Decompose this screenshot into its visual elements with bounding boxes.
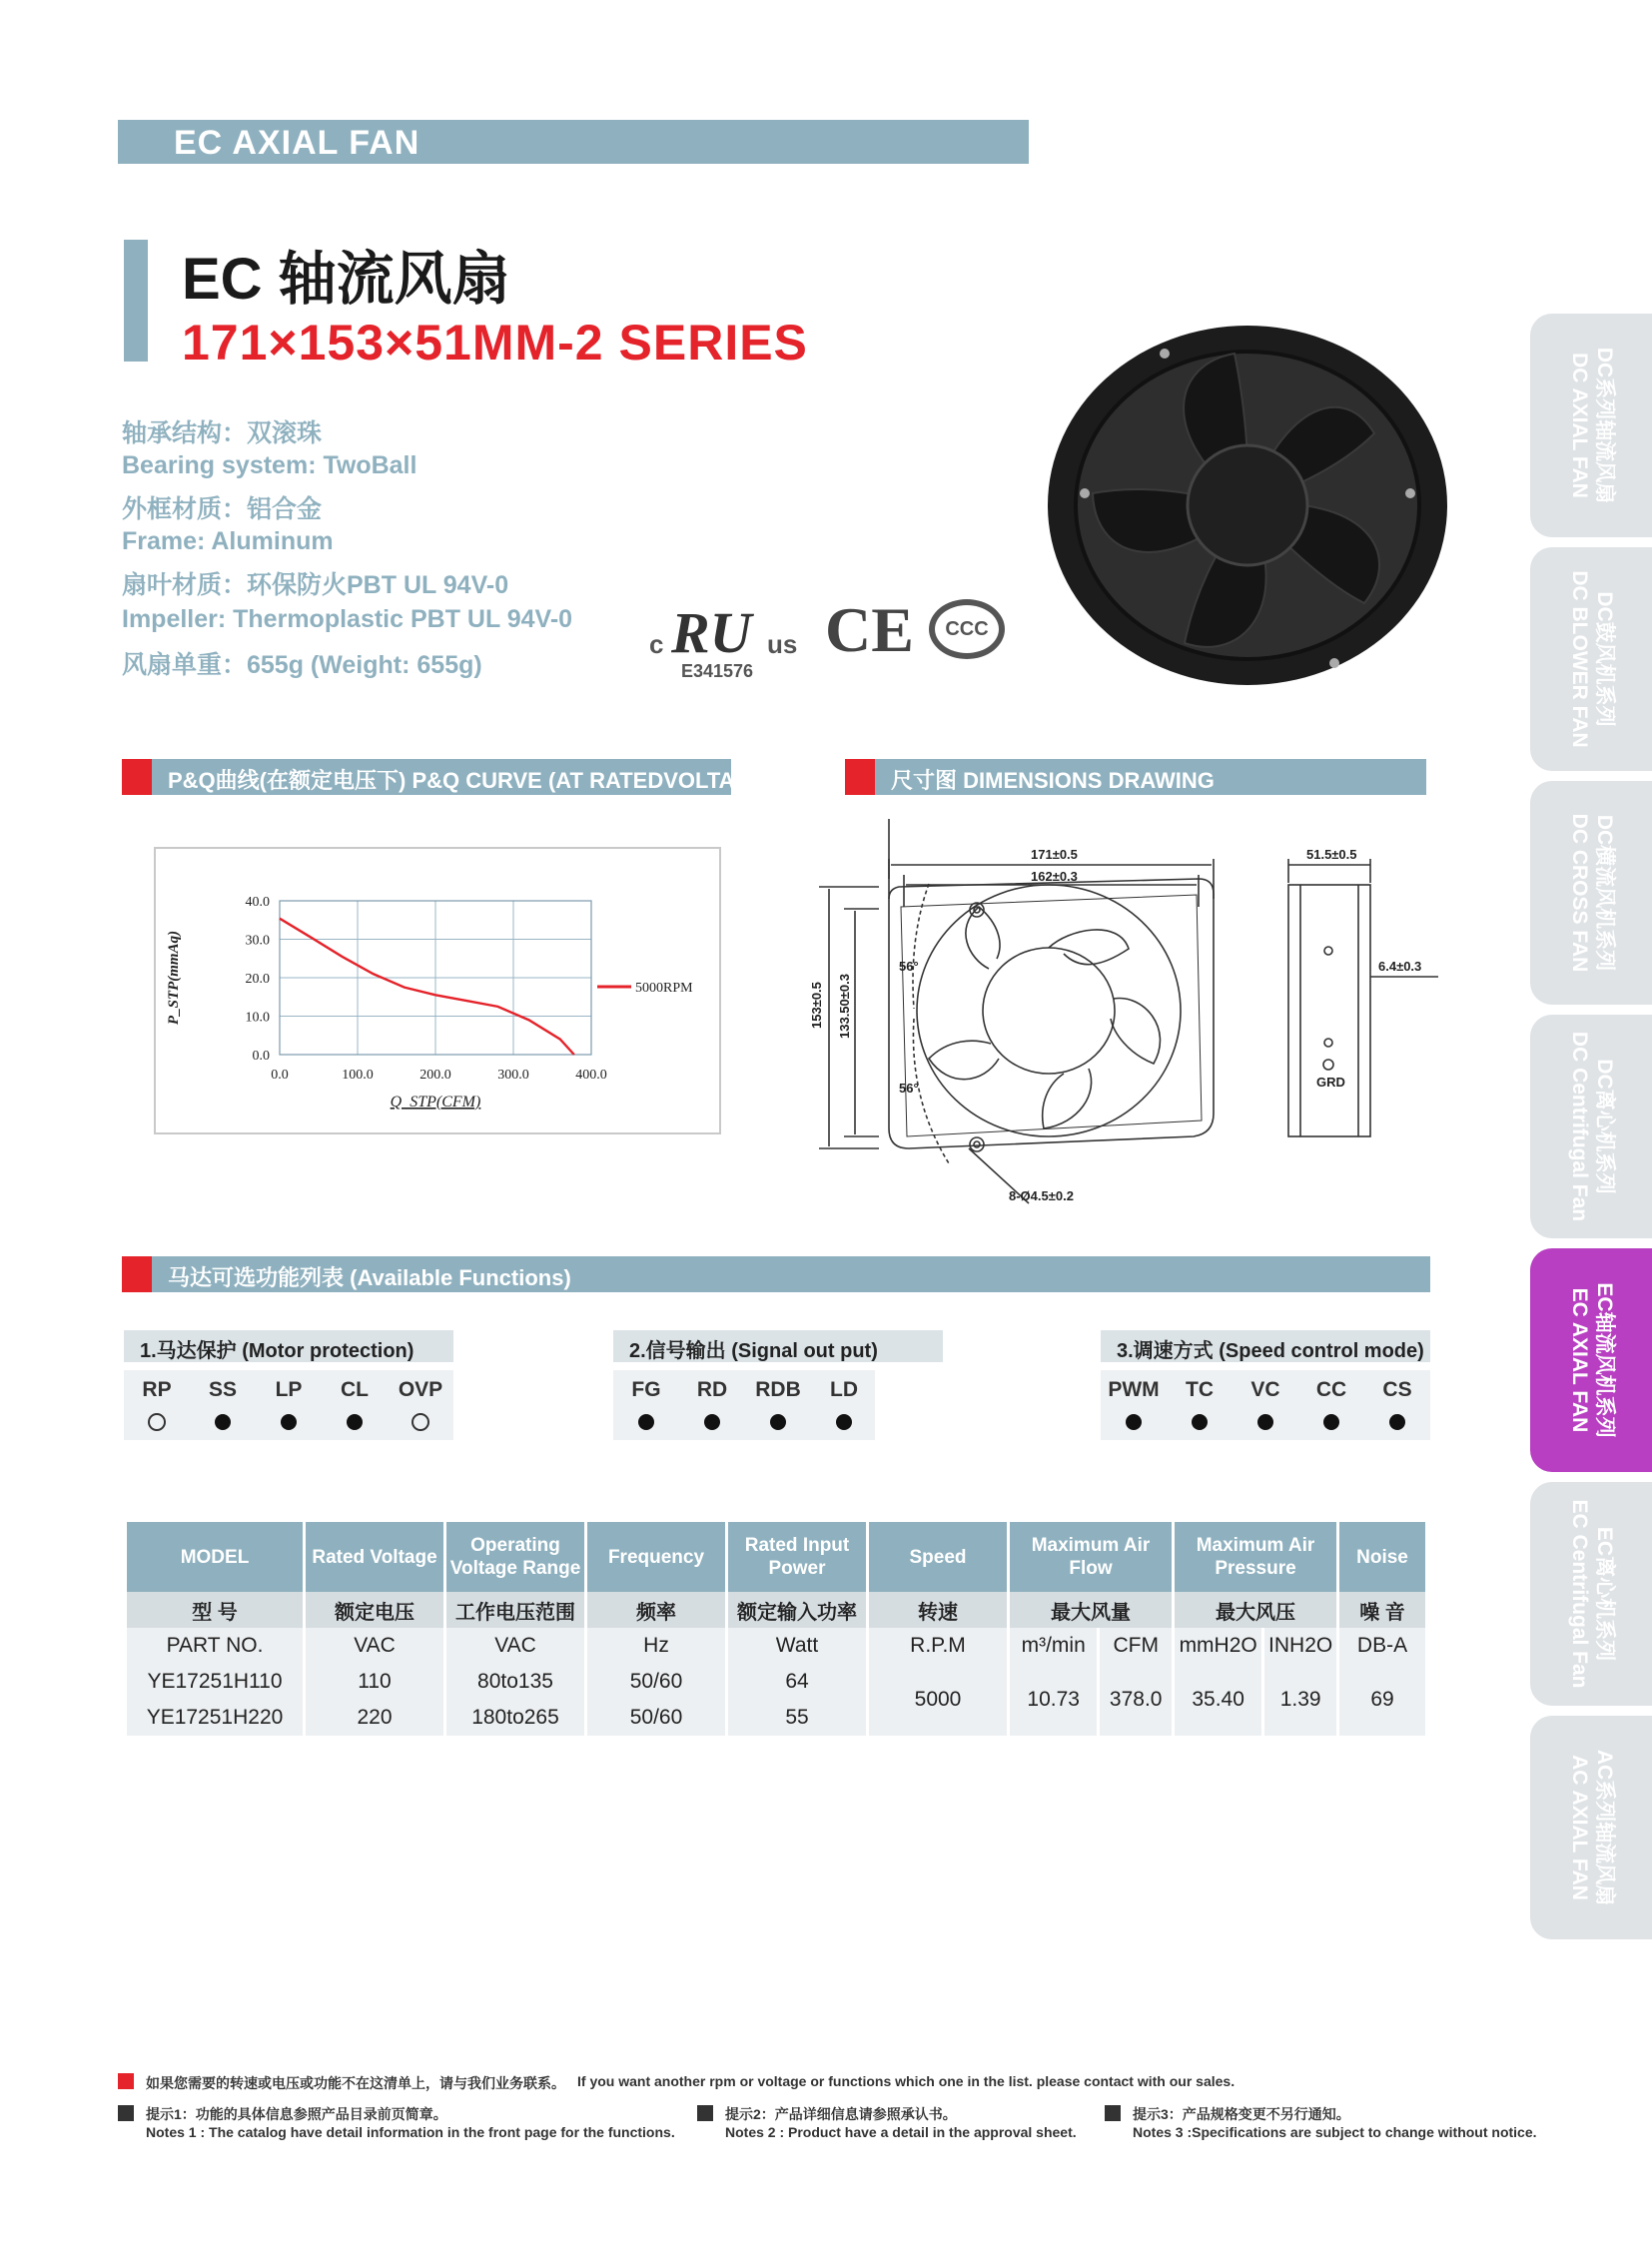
spec-frame-en: Frame: Aluminum (122, 527, 334, 555)
legend-label: 5000RPM (635, 981, 693, 996)
spec-bearing-en: Bearing system: TwoBall (122, 451, 417, 479)
row2-model: YE17251H220 (127, 1700, 303, 1736)
filled-dot-icon (1233, 1408, 1298, 1434)
note-main-en: If you want another rpm or voltage or functions which one in the list. please contact with our sales. (577, 2073, 1236, 2089)
filled-dot-icon (190, 1408, 256, 1434)
side-tab-cn: AC系列轴流风扇 (1593, 1749, 1616, 1906)
y-tick-label: 0.0 (252, 1049, 270, 1064)
filled-dot-icon (613, 1408, 679, 1434)
row1-model: YE17251H110 (127, 1664, 303, 1700)
row2-freq: 50/60 (587, 1700, 725, 1736)
cn-rated-power: 额定输入功率 (728, 1592, 866, 1628)
function-item-ss (190, 1370, 256, 1434)
unit-rpm: R.P.M (869, 1628, 1007, 1664)
side-tab-label (1567, 1032, 1617, 1221)
function-code: CS (1382, 1378, 1412, 1401)
row1-voltage: 110 (306, 1664, 443, 1700)
dim-hole-spacing-y: 133.50±0.3 (837, 974, 852, 1039)
function-code: TC (1186, 1378, 1214, 1401)
dim-angle-top: 56° (899, 959, 919, 974)
function-item-cs (1364, 1370, 1430, 1434)
y-tick-label: 10.0 (245, 1010, 270, 1026)
cn-speed: 转速 (869, 1592, 1007, 1628)
function-code: CL (341, 1378, 369, 1401)
ul-mark: RU (671, 600, 752, 665)
side-tab-cn: EC离心机系列 (1593, 1526, 1616, 1662)
functions-section-header (122, 1256, 1430, 1292)
side-tab-en: DC CROSS FAN (1568, 813, 1591, 973)
y-tick-label: 20.0 (245, 972, 270, 987)
y-tick-label: 40.0 (245, 895, 270, 910)
note2-en: Notes 2 : Product have a detail in the approval sheet. (725, 2124, 1077, 2140)
function-code: RD (696, 1378, 728, 1401)
table-row (127, 1664, 1425, 1700)
dim-depth: 51.5±0.5 (1306, 847, 1357, 862)
dim-flange: 6.4±0.3 (1378, 959, 1422, 974)
note-main-marker (118, 2073, 134, 2089)
side-tab-7[interactable] (1530, 1716, 1652, 1939)
function-item-vc (1233, 1370, 1298, 1434)
col-speed: Speed (869, 1522, 1007, 1592)
function-item-rp (124, 1370, 190, 1434)
function-item-rd (679, 1370, 745, 1434)
unit-hz: Hz (587, 1628, 725, 1664)
function-group-title: 3.调速方式 (Speed control mode) (1101, 1330, 1430, 1362)
function-item-ld (811, 1370, 877, 1434)
function-item-cl (322, 1370, 388, 1434)
row2-voltage: 220 (306, 1700, 443, 1736)
unit-part-no: PART NO. (127, 1628, 303, 1664)
side-tab-3[interactable] (1530, 781, 1652, 1005)
row1-range: 80to135 (446, 1664, 584, 1700)
shared-pres-mm: 35.40 (1175, 1664, 1261, 1736)
side-tab-cn: DC离心机系列 (1593, 1059, 1616, 1194)
filled-dot-icon (1101, 1408, 1167, 1434)
filled-dot-icon (1167, 1408, 1233, 1434)
col-rated-power: Rated Input Power (728, 1522, 866, 1592)
function-code: OVP (398, 1378, 443, 1401)
function-group-title: 1.马达保护 (Motor protection) (124, 1330, 453, 1362)
side-tab-en: DC Centrifugal Fan (1568, 1031, 1591, 1222)
note1-marker (118, 2105, 134, 2121)
side-tab-1[interactable] (1530, 314, 1652, 537)
function-code: LD (830, 1378, 858, 1401)
unit-watt: Watt (728, 1628, 866, 1664)
side-tab-cn: DC鼓风机系列 (1593, 591, 1616, 727)
table-header-row (127, 1522, 1425, 1592)
row1-power: 64 (728, 1664, 866, 1700)
side-tab-en: EC Centrifugal Fan (1568, 1499, 1591, 1689)
function-group-row (613, 1370, 875, 1440)
x-tick-label: 100.0 (342, 1068, 374, 1083)
title-accent (124, 240, 148, 362)
x-tick-label: 200.0 (419, 1068, 451, 1083)
unit-mmh2o: mmH2O (1175, 1628, 1261, 1664)
unit-inh2o: INH2O (1264, 1628, 1336, 1664)
filled-dot-icon (322, 1408, 388, 1434)
spec-weight: 风扇单重：655g (Weight: 655g) (122, 651, 482, 679)
col-air-pressure: Maximum Air Pressure (1175, 1522, 1336, 1592)
ccc-text: CCC (945, 618, 989, 640)
dim-section-marker (845, 759, 875, 795)
fan-product-image (1045, 324, 1450, 687)
shared-flow-cfm: 378.0 (1100, 1664, 1172, 1736)
function-code: FG (631, 1378, 661, 1401)
note1-en: Notes 1 : The catalog have detail information in the front page for the functions. (146, 2124, 675, 2140)
spec-bearing-cn: 轴承结构：双滚珠 (122, 419, 323, 447)
side-tab-5[interactable] (1530, 1248, 1652, 1472)
spec-impeller-en: Impeller: Thermoplastic PBT UL 94V-0 (122, 605, 573, 633)
unit-m3min: m³/min (1010, 1628, 1097, 1664)
note2-cn: 提示2：产品详细信息请参照承认书。 (725, 2106, 957, 2122)
side-tab-label (1567, 1499, 1617, 1688)
shared-noise: 69 (1339, 1664, 1425, 1736)
function-code: RP (142, 1378, 172, 1401)
col-operating-range: Operating Voltage Range (446, 1522, 584, 1592)
unit-dba: DB-A (1339, 1628, 1425, 1664)
side-tab-cn: DC系列轴流风扇 (1593, 347, 1616, 504)
dim-hole-spacing-x: 162±0.3 (1031, 869, 1078, 884)
note3-cn: 提示3：产品规格变更不另行通知。 (1133, 2106, 1350, 2122)
dim-holes: 8-Ø4.5±0.2 (1009, 1188, 1074, 1203)
cn-rated-voltage: 额定电压 (306, 1592, 443, 1628)
dim-ground: GRD (1316, 1075, 1345, 1090)
unit-cfm: CFM (1100, 1628, 1172, 1664)
functions-section-marker (122, 1256, 152, 1292)
note-main-cn: 如果您需要的转速或电压或功能不在这清单上，请与我们业务联系。 (146, 2075, 565, 2091)
spec-frame-cn: 外框材质：铝合金 (122, 495, 323, 523)
side-tab-en: EC AXIAL FAN (1568, 1287, 1591, 1433)
dim-overall-width: 171±0.5 (1031, 847, 1078, 862)
filled-dot-icon (745, 1408, 811, 1434)
filled-dot-icon (811, 1408, 877, 1434)
filled-dot-icon (679, 1408, 745, 1434)
cn-frequency: 频率 (587, 1592, 725, 1628)
shared-speed: 5000 (869, 1664, 1007, 1736)
col-model: MODEL (127, 1522, 303, 1592)
dimensions-drawing (799, 819, 1438, 1218)
dim-section-title: 尺寸图 DIMENSIONS DRAWING (891, 768, 1215, 793)
header-bar (118, 120, 1029, 164)
ce-mark: CE (825, 594, 914, 665)
x-tick-label: 300.0 (497, 1068, 529, 1083)
function-code: VC (1250, 1378, 1280, 1401)
col-noise: Noise (1339, 1522, 1425, 1592)
function-group-title: 2.信号输出 (Signal out put) (613, 1330, 943, 1362)
col-frequency: Frequency (587, 1522, 725, 1592)
side-tab-6[interactable] (1530, 1482, 1652, 1706)
function-item-cc (1298, 1370, 1364, 1434)
spec-table (124, 1522, 1428, 1736)
function-item-pwm (1101, 1370, 1167, 1434)
row2-range: 180to265 (446, 1700, 584, 1736)
cn-air-pressure: 最大风压 (1175, 1592, 1336, 1628)
y-axis-label: P_STP(mmAq) (166, 930, 182, 1026)
shared-pres-in: 1.39 (1264, 1664, 1336, 1736)
pq-section-header (122, 759, 774, 795)
side-tab-en: DC AXIAL FAN (1568, 353, 1591, 498)
row2-power: 55 (728, 1700, 866, 1736)
side-tab-4[interactable] (1530, 1015, 1652, 1238)
table-units-row (127, 1628, 1425, 1664)
y-tick-label: 30.0 (245, 933, 270, 949)
dim-section-header (845, 759, 1426, 795)
cn-noise: 噪 音 (1339, 1592, 1425, 1628)
side-tab-label (1567, 814, 1617, 973)
note3-en: Notes 3 :Specifications are subject to change without notice. (1133, 2124, 1537, 2140)
ul-file-number: E341576 (681, 661, 754, 681)
series-title: 171×153×51MM-2 SERIES (182, 315, 808, 371)
hollow-dot-icon (388, 1408, 453, 1434)
col-air-flow: Maximum Air Flow (1010, 1522, 1172, 1592)
side-tab-2[interactable] (1530, 547, 1652, 771)
function-item-fg (613, 1370, 679, 1434)
side-tab-en: AC AXIAL FAN (1568, 1755, 1591, 1900)
cn-operating-range: 工作电压范围 (446, 1592, 584, 1628)
filled-dot-icon (1364, 1408, 1430, 1434)
x-tick-label: 400.0 (575, 1068, 607, 1083)
function-group-row (1101, 1370, 1430, 1440)
note3-marker (1105, 2105, 1121, 2121)
function-code: RDB (755, 1378, 801, 1401)
cn-air-flow: 最大风量 (1010, 1592, 1172, 1628)
side-tab-en: DC BLOWER FAN (1568, 570, 1591, 748)
col-rated-voltage: Rated Voltage (306, 1522, 443, 1592)
pq-section-marker (122, 759, 152, 795)
function-item-rdb (745, 1370, 811, 1434)
ccc-mark (929, 599, 1005, 659)
spec-impeller-cn: 扇叶材质：环保防火PBT UL 94V-0 (122, 571, 509, 599)
unit-vac: VAC (306, 1628, 443, 1664)
hollow-dot-icon (124, 1408, 190, 1434)
x-axis-label: Q_STP(CFM) (390, 1094, 481, 1111)
side-tab-label (1567, 348, 1617, 503)
cn-model: 型 号 (127, 1592, 303, 1628)
side-tab-cn: DC横流风机系列 (1593, 814, 1616, 972)
note2-marker (697, 2105, 713, 2121)
table-cn-row (127, 1592, 1425, 1628)
function-code: PWM (1108, 1378, 1160, 1401)
function-code: SS (208, 1378, 237, 1401)
shared-flow-m3: 10.73 (1010, 1664, 1097, 1736)
dim-angle-bottom: 56° (899, 1081, 919, 1096)
x-tick-label: 0.0 (271, 1068, 289, 1083)
note1-cn: 提示1：功能的具体信息参照产品目录前页简章。 (146, 2106, 447, 2122)
dim-overall-height: 153±0.5 (809, 982, 824, 1029)
pq-chart-svg (156, 849, 719, 1132)
ul-us: us (767, 629, 798, 659)
ul-c: c (649, 629, 664, 659)
pq-chart (154, 847, 721, 1134)
header-bar-label: EC AXIAL FAN (174, 124, 420, 162)
side-tab-label (1567, 1750, 1617, 1905)
side-tab-label (1567, 1282, 1617, 1437)
function-item-tc (1167, 1370, 1233, 1434)
filled-dot-icon (256, 1408, 322, 1434)
row1-freq: 50/60 (587, 1664, 725, 1700)
pq-section-title: P&Q曲线(在额定电压下) P&Q CURVE (AT RATEDVOLTAGE) (168, 768, 774, 793)
function-item-lp (256, 1370, 322, 1434)
functions-section-title: 马达可选功能列表 (Available Functions) (168, 1265, 571, 1290)
side-tab-cn: EC轴流风机系列 (1593, 1282, 1616, 1438)
filled-dot-icon (1298, 1408, 1364, 1434)
ul-logo (649, 599, 809, 683)
unit-vac-range: VAC (446, 1628, 584, 1664)
function-item-ovp (388, 1370, 453, 1434)
function-code: CC (1315, 1378, 1347, 1401)
page-title: EC 轴流风扇 (182, 247, 510, 312)
side-tab-label (1567, 570, 1617, 747)
function-group-row (124, 1370, 453, 1440)
function-code: LP (275, 1378, 303, 1401)
